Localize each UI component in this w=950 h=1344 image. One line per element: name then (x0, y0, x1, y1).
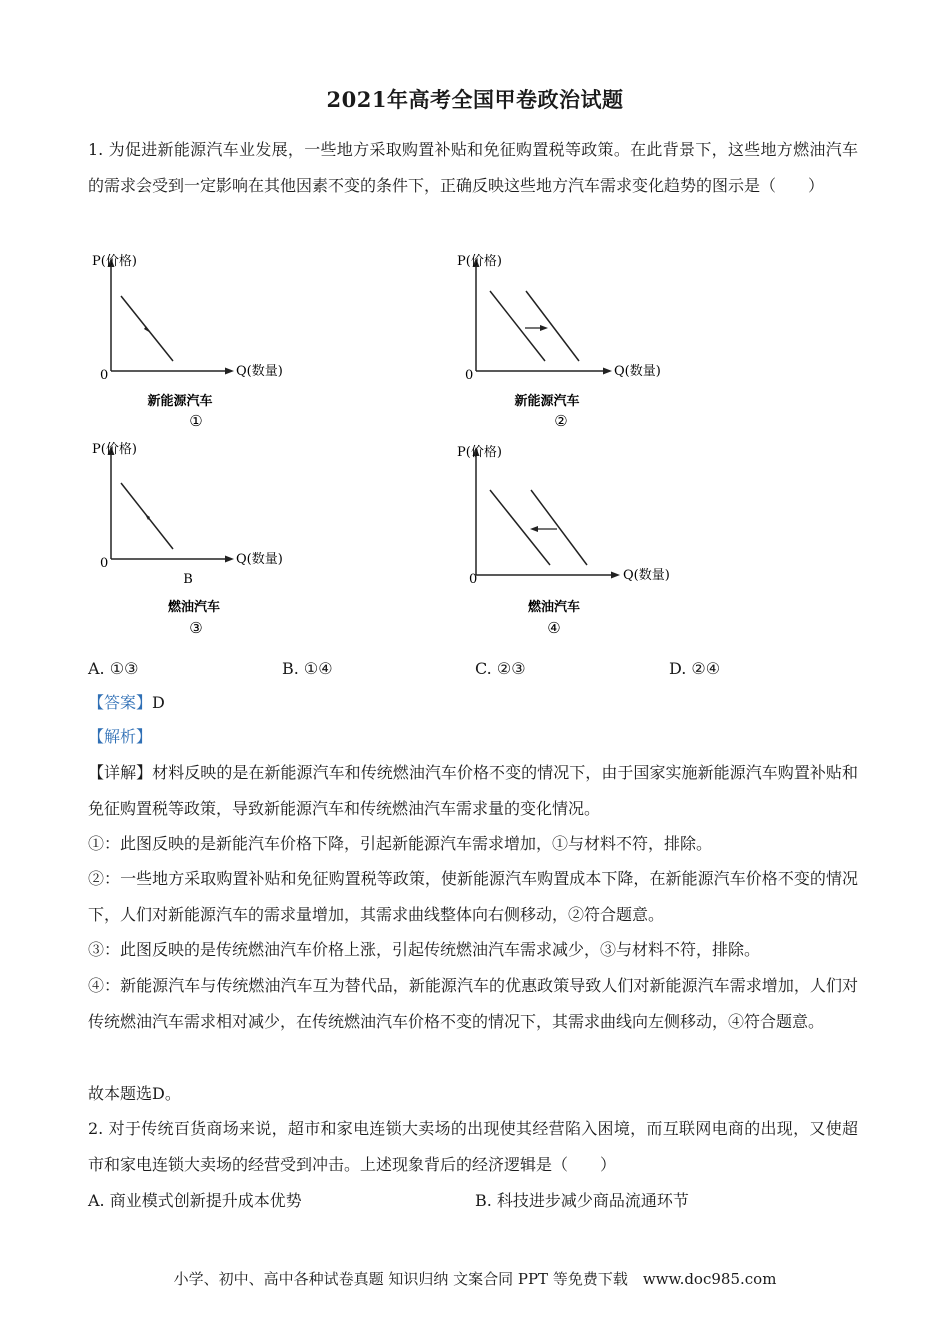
figure-number: ④ (547, 619, 561, 637)
figure-4 (453, 437, 693, 642)
figure-2 (453, 248, 683, 438)
p-axis-label: P(价格) (457, 254, 502, 269)
origin-label: 0 (100, 368, 109, 383)
q1-option-d: D. ②④ (669, 659, 721, 678)
p-axis-label: P(价格) (92, 442, 137, 457)
explanation-2: ②：一些地方采取购置补贴和免征购置税等政策，使新能源汽车购置成本下降，在新能源汽车价格不变的情况下，人们对新能源汽车的需求量增加，其需求曲线整体向右侧移动，②符合题意。 (88, 869, 858, 924)
demand-curve-shifted (490, 490, 550, 565)
q-axis-arrow (611, 572, 620, 579)
explanation-3: ③：此图反映的是传统燃油汽车价格上涨，引起传统燃油汽车需求减少，③与材料不符，排除。 (88, 940, 761, 959)
q-axis-label: Q(数量) (236, 364, 283, 379)
figure-number: ① (189, 412, 203, 430)
question-2-stem: 2. 对于传统百货商场来说，超市和家电连锁大卖场的出现使其经营陷入困境，而互联网电商的出现，又使超市和家电连锁大卖场的经营受到冲击。上述现象背后的经济逻辑是（ ） (88, 1119, 858, 1174)
figure-1 (88, 248, 298, 438)
figure-number: ② (554, 412, 568, 430)
detail-text: 材料反映的是在新能源汽车和传统燃油汽车价格不变的情况下，由于国家实施新能源汽车购置补贴和免征购置税等政策，导致新能源汽车和传统燃油汽车需求量的变化情况。 (88, 763, 858, 818)
figure-caption: 新能源汽车 (514, 394, 580, 409)
conclusion: 故本题选D。 (88, 1084, 181, 1103)
q-axis-label: Q(数量) (623, 568, 670, 583)
origin-label: 0 (100, 556, 109, 571)
q-axis-label: Q(数量) (236, 552, 283, 567)
figure-3 (88, 437, 298, 642)
q-axis-label: Q(数量) (614, 364, 661, 379)
figure-caption: 燃油汽车 (167, 600, 221, 615)
shift-left-arrow-icon (530, 526, 538, 532)
q1-option-a: A. ①③ (88, 659, 139, 678)
page-footer: 小学、初中、高中各种试卷真题 知识归纳 文案合同 PPT 等免费下载 www.doc985.com (173, 1270, 777, 1288)
demand-curve-shifted (526, 291, 579, 361)
q1-option-c: C. ②③ (475, 659, 526, 678)
q1-option-b: B. ①④ (282, 659, 333, 678)
explanation-1: ①：此图反映的是新能汽车价格下降，引起新能源汽车需求增加，①与材料不符，排除。 (88, 834, 713, 853)
origin-label: 0 (469, 572, 478, 587)
q2-option-a: A. 商业模式创新提升成本优势 (88, 1191, 302, 1210)
page-title: 2021年高考全国甲卷政治试题 (326, 87, 624, 112)
q-axis-arrow (225, 556, 234, 563)
answer-line (88, 691, 165, 715)
answer-value: D (152, 693, 165, 712)
q2-option-b: B. 科技进步减少商品流通环节 (475, 1191, 689, 1210)
figure-extra-label: B (183, 572, 193, 587)
figure-caption: 新能源汽车 (147, 394, 213, 409)
demand-curve-original (490, 291, 545, 361)
answer-label: 【答案】 (88, 693, 153, 712)
figure-number: ③ (189, 619, 203, 637)
analysis-label: 【解析】 (88, 727, 153, 746)
shift-right-arrow-icon (540, 325, 548, 331)
detail-paragraph (88, 755, 858, 827)
q-axis-arrow (603, 368, 612, 375)
demand-curve-original (531, 490, 587, 565)
figure-caption: 燃油汽车 (527, 600, 581, 615)
p-axis-label: P(价格) (92, 254, 137, 269)
question-1-stem: 1. 为促进新能源汽车业发展，一些地方采取购置补贴和免征购置税等政策。在此背景下，这些地方燃油汽车的需求会受到一定影响在其他因素不变的条件下，正确反映这些地方汽车需求变化趋势的图示是（ ） (88, 140, 858, 195)
explanation-4: ④：新能源汽车与传统燃油汽车互为替代品，新能源汽车的优惠政策导致人们对新能源汽车需求增加，人们对传统燃油汽车需求相对减少，在传统燃油汽车价格不变的情况下，其需求曲线向左侧移动，④符合题意。 (88, 976, 858, 1031)
origin-label: 0 (465, 368, 474, 383)
p-axis-label: P(价格) (457, 445, 502, 460)
detail-label: 【详解】 (88, 763, 153, 782)
q-axis-arrow (225, 368, 234, 375)
